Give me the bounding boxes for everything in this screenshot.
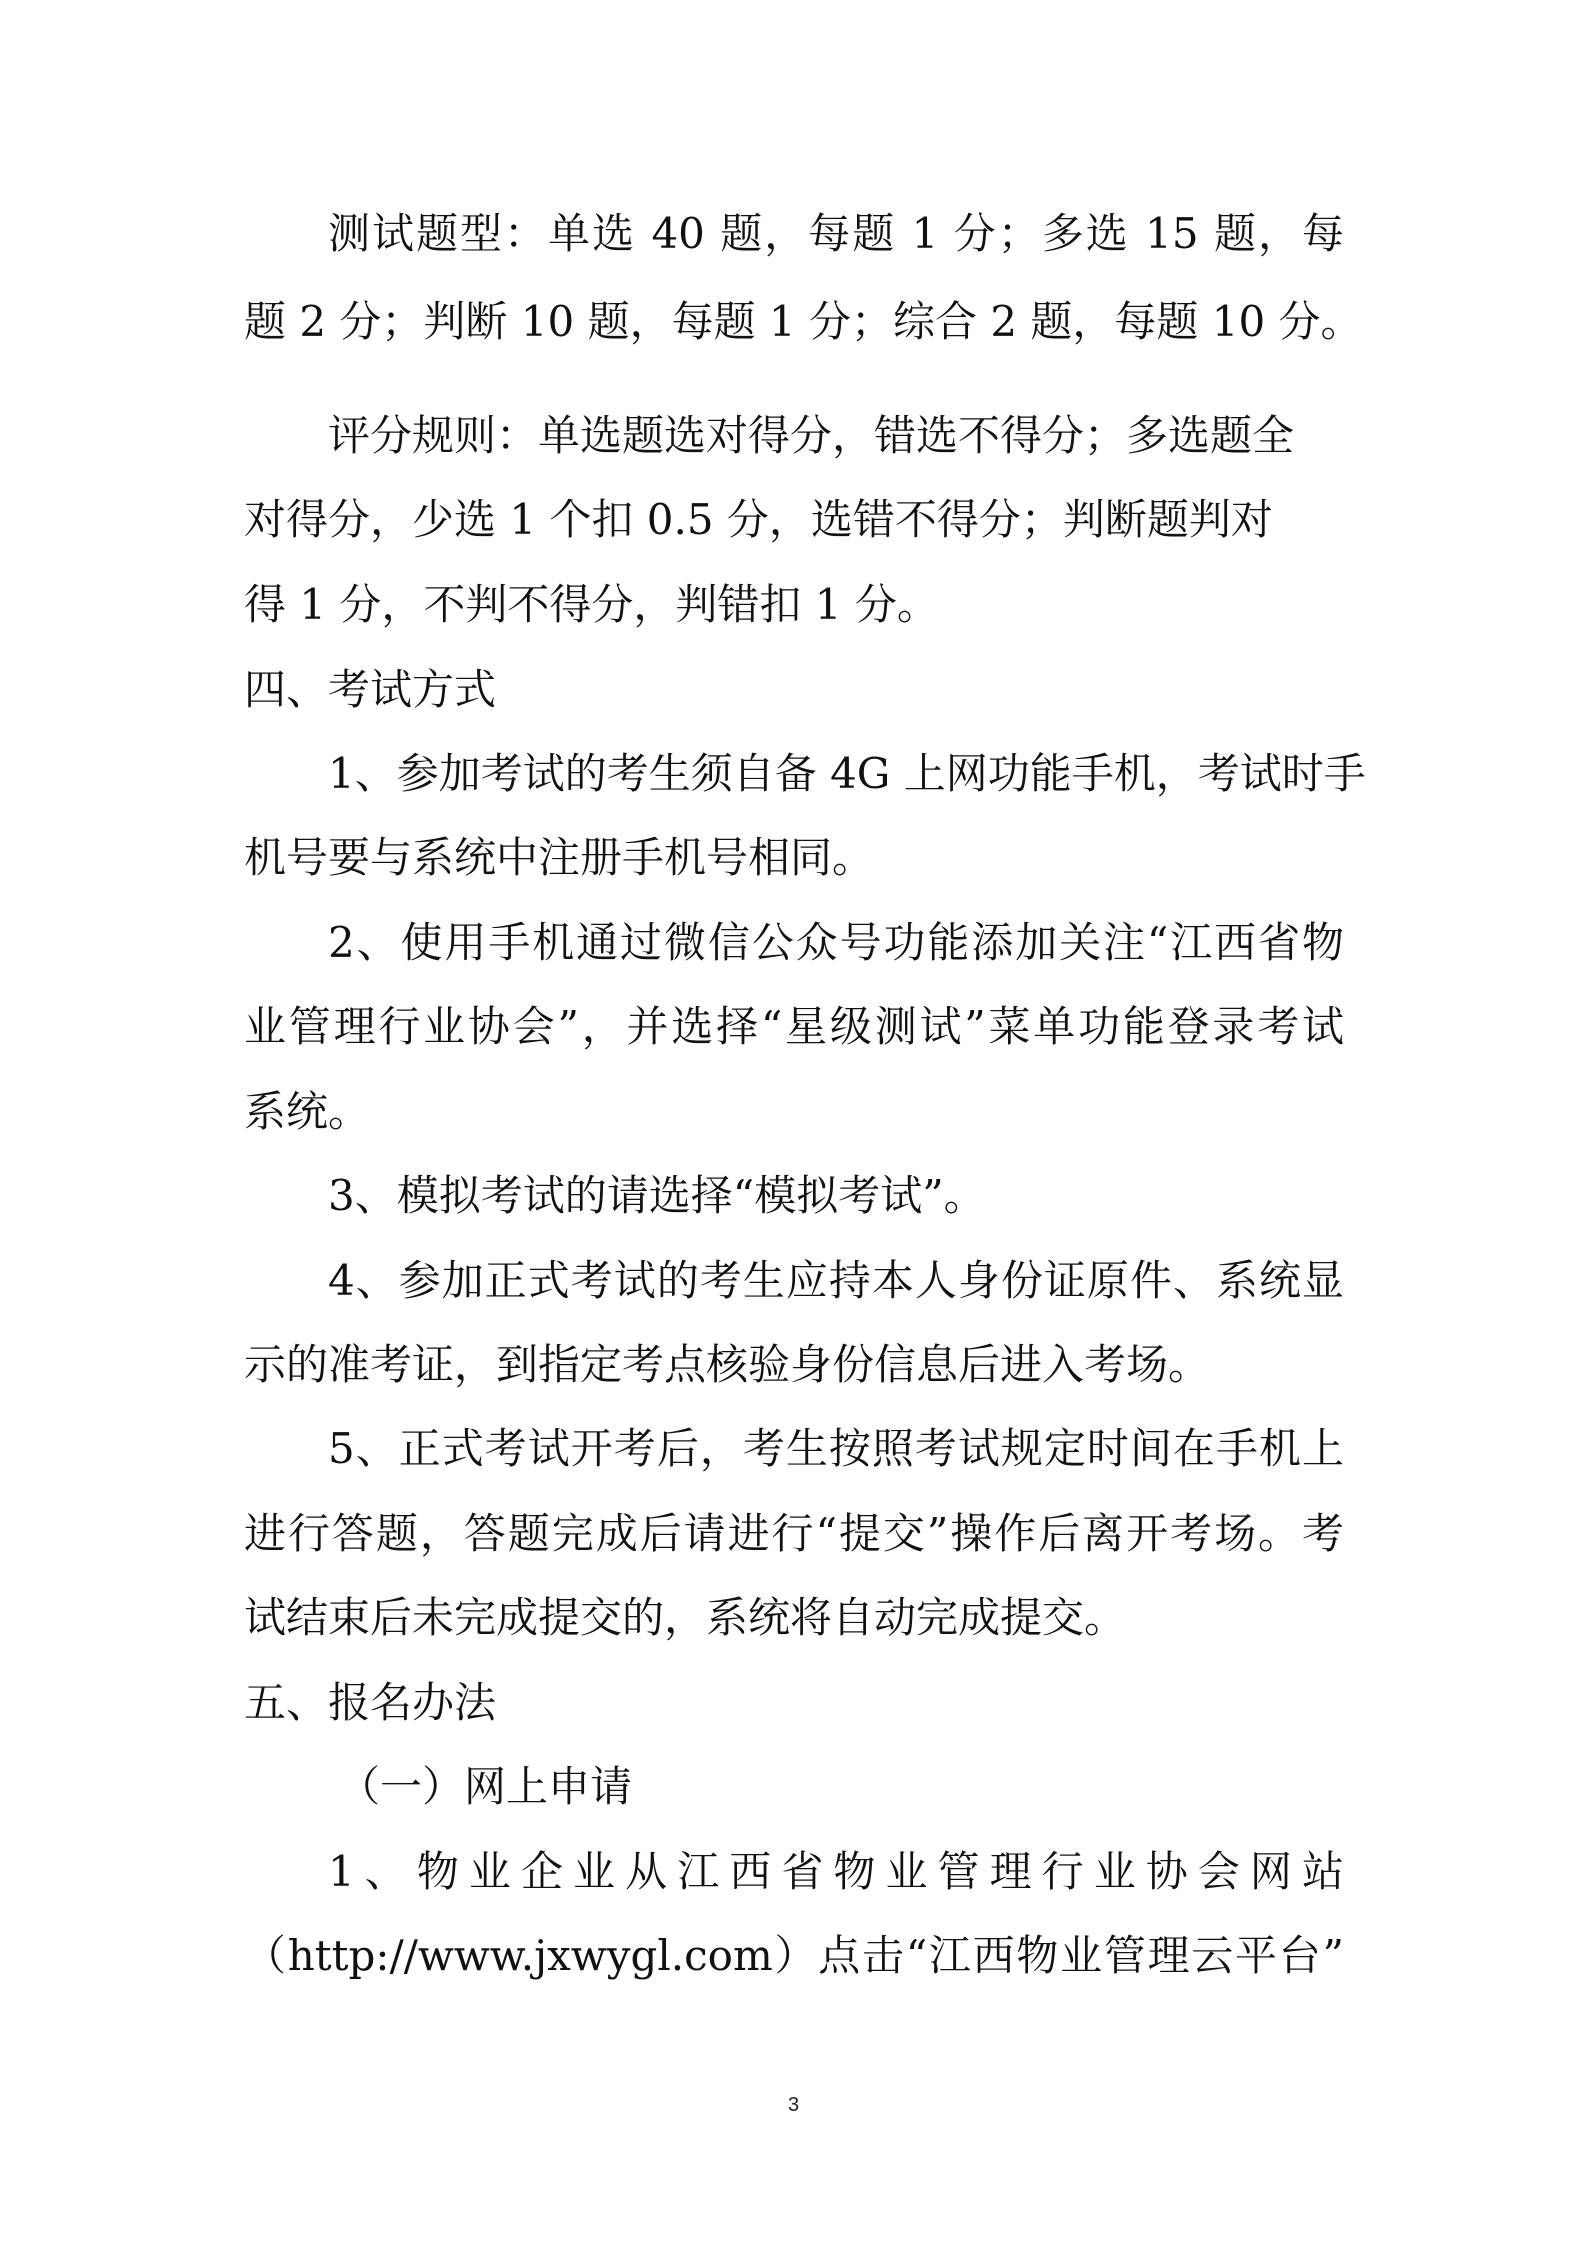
text-line: 2、使用手机通过微信公众号功能添加关注“江西省物 <box>328 918 1344 967</box>
text-line: 3、模拟考试的请选择“模拟考试”。 <box>328 1171 986 1220</box>
section-heading: 四、考试方式 <box>244 665 497 714</box>
section-heading: 五、报名办法 <box>244 1678 497 1727</box>
page-number: 3 <box>787 2094 800 2116</box>
text-line: 1、物业企业从江西省物业管理行业协会网站 <box>328 1847 1344 1896</box>
text-line: 系统。 <box>244 1087 371 1136</box>
text-line: 4、参加正式考试的考生应持本人身份证原件、系统显 <box>328 1256 1344 1305</box>
text-line: 测试题型：单选 40 题，每题 1 分；多选 15 题，每 <box>328 209 1344 258</box>
text-line: 1、参加考试的考生须自备 4G 上网功能手机，考试时手 <box>328 749 1366 798</box>
text-line: 试结束后未完成提交的，系统将自动完成提交。 <box>244 1593 1127 1642</box>
text-line: 示的准考证，到指定考点核验身份信息后进入考场。 <box>244 1340 1211 1389</box>
text-line: 对得分，少选 1 个扣 0.5 分，选错不得分；判断题判对 <box>244 495 1273 544</box>
text-line: 得 1 分，不判不得分，判错扣 1 分。 <box>244 580 939 629</box>
text-line: 5、正式考试开考后，考生按照考试规定时间在手机上 <box>328 1424 1344 1473</box>
text-line: 机号要与系统中注册手机号相同。 <box>244 833 875 882</box>
text-line: 业管理行业协会”，并选择“星级测试”菜单功能登录考试 <box>244 1002 1344 1051</box>
text-line: 评分规则：单选题选对得分，错选不得分；多选题全 <box>328 411 1295 460</box>
text-line: 题 2 分；判断 10 题，每题 1 分；综合 2 题，每题 10 分。 <box>244 297 1363 346</box>
subsection-heading: （一）网上申请 <box>338 1762 633 1811</box>
text-line: （http://www.jxwygl.com）点击“江西物业管理云平台” <box>244 1931 1344 1980</box>
text-line: 进行答题，答题完成后请进行“提交”操作后离开考场。考 <box>244 1509 1344 1558</box>
